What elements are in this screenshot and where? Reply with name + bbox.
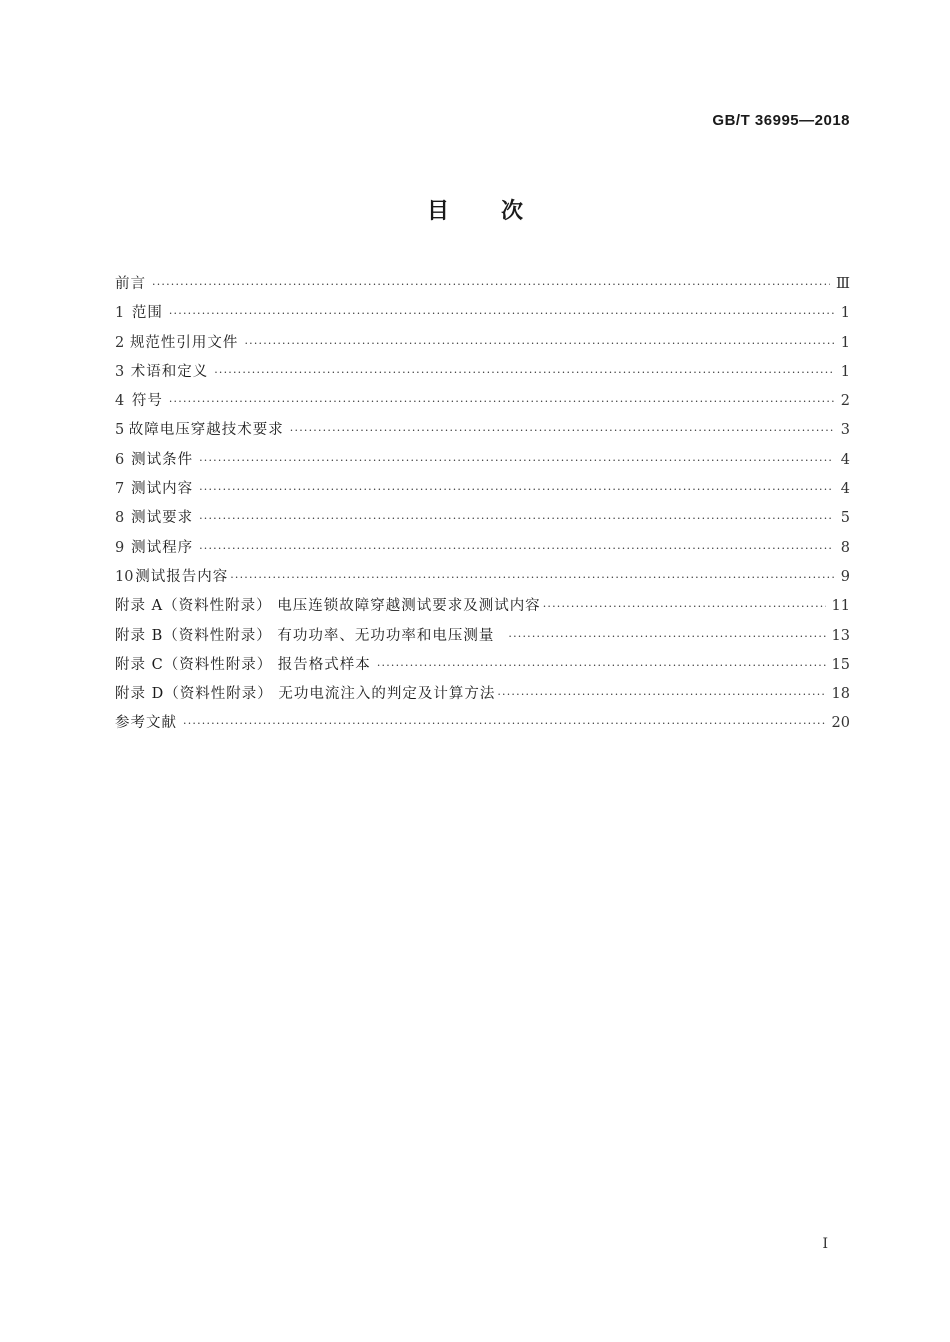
toc-entry-3[interactable] (115, 358, 850, 387)
toc-dot-leader (290, 416, 834, 445)
table-of-contents (115, 270, 850, 739)
toc-entry-page: 1 (840, 305, 850, 322)
toc-entry-label: 附录 B（资料性附录） 有功功率、无功功率和电压测量 (115, 627, 495, 644)
toc-dot-leader (199, 504, 834, 533)
toc-entry-4[interactable] (115, 387, 850, 416)
toc-dot-leader (199, 475, 834, 504)
toc-dot-leader (497, 680, 825, 709)
toc-entry-label: 术语和定义 (130, 363, 209, 380)
toc-entry-label: 附录 C（资料性附录） 报告格式样本 (115, 656, 371, 673)
toc-dot-leader (183, 709, 826, 738)
toc-entry-8[interactable] (115, 504, 850, 533)
toc-entry-9[interactable] (115, 534, 850, 563)
toc-entry-number: 6 (115, 451, 125, 468)
toc-entry-label: 测试报告内容 (135, 568, 229, 585)
toc-entry-label: 测试条件 (131, 451, 194, 468)
toc-entry-label: 测试要求 (131, 510, 194, 527)
toc-entry-foreword[interactable] (115, 270, 850, 299)
toc-entry-page: 3 (840, 422, 850, 439)
toc-dot-leader (169, 299, 834, 328)
toc-entry-label: 附录 A（资料性附录） 电压连锁故障穿越测试要求及测试内容 (115, 598, 541, 615)
toc-entry-number: 1 (115, 305, 125, 322)
toc-title-char-1: 目 (426, 199, 449, 224)
toc-entry-label: 前言 (115, 276, 146, 292)
toc-entry-references[interactable] (115, 709, 850, 738)
toc-entry-appendix-c[interactable] (115, 651, 850, 680)
toc-dot-leader (199, 534, 834, 563)
toc-entry-page: 20 (831, 715, 850, 732)
toc-entry-number: 8 (115, 510, 125, 527)
toc-dot-leader (152, 270, 830, 299)
toc-dot-leader (169, 387, 834, 416)
toc-dot-leader (508, 622, 825, 651)
toc-entry-number: 9 (115, 539, 125, 556)
toc-entry-number: 7 (115, 481, 125, 498)
toc-dot-leader (377, 651, 826, 680)
toc-entry-7[interactable] (115, 475, 850, 504)
toc-entry-label: 范围 (131, 305, 163, 322)
toc-entry-number: 5 (115, 422, 125, 439)
toc-entry-6[interactable] (115, 446, 850, 475)
toc-title (0, 194, 950, 225)
toc-entry-appendix-d[interactable] (115, 680, 850, 709)
toc-entry-label: 参考文献 (115, 715, 177, 732)
toc-entry-1[interactable] (115, 299, 850, 328)
toc-dot-leader (543, 592, 826, 621)
toc-entry-number: 3 (115, 363, 125, 380)
toc-dot-leader (214, 358, 834, 387)
toc-entry-label: 测试内容 (131, 481, 194, 498)
toc-entry-page: 15 (831, 656, 850, 673)
toc-entry-label: 符号 (131, 393, 163, 410)
toc-entry-page: 9 (840, 568, 850, 585)
toc-entry-label: 测试程序 (131, 539, 194, 556)
toc-entry-number: 4 (115, 393, 125, 410)
toc-title-char-2: 次 (501, 199, 524, 224)
toc-entry-appendix-a[interactable] (115, 592, 850, 621)
toc-entry-page: 4 (840, 481, 850, 498)
toc-entry-page: 1 (840, 363, 850, 380)
toc-entry-number: 10 (115, 568, 134, 585)
toc-entry-label: 规范性引用文件 (129, 334, 239, 351)
toc-entry-number: 2 (115, 334, 125, 351)
toc-entry-page: Ⅲ (836, 276, 850, 292)
toc-entry-page: 1 (840, 334, 850, 351)
toc-entry-5[interactable] (115, 416, 850, 445)
toc-entry-appendix-b[interactable] (115, 622, 850, 651)
toc-dot-leader (230, 563, 834, 592)
toc-entry-page: 2 (840, 393, 850, 410)
toc-entry-page: 4 (840, 451, 850, 468)
toc-entry-10[interactable] (115, 563, 850, 592)
toc-entry-page: 8 (840, 539, 850, 556)
standard-code: GB/T 36995—2018 (712, 112, 850, 129)
toc-entry-page: 13 (831, 627, 850, 644)
toc-entry-page: 5 (840, 510, 850, 527)
toc-dot-leader (199, 446, 834, 475)
toc-entry-2[interactable] (115, 329, 850, 358)
page-number: Ⅰ (822, 1236, 828, 1252)
toc-entry-label: 附录 D（资料性附录） 无功电流注入的判定及计算方法 (115, 686, 496, 703)
toc-entry-label: 故障电压穿越技术要求 (128, 422, 284, 439)
toc-entry-page: 18 (831, 686, 850, 703)
toc-entry-page: 11 (831, 598, 850, 615)
toc-dot-leader (244, 329, 834, 358)
